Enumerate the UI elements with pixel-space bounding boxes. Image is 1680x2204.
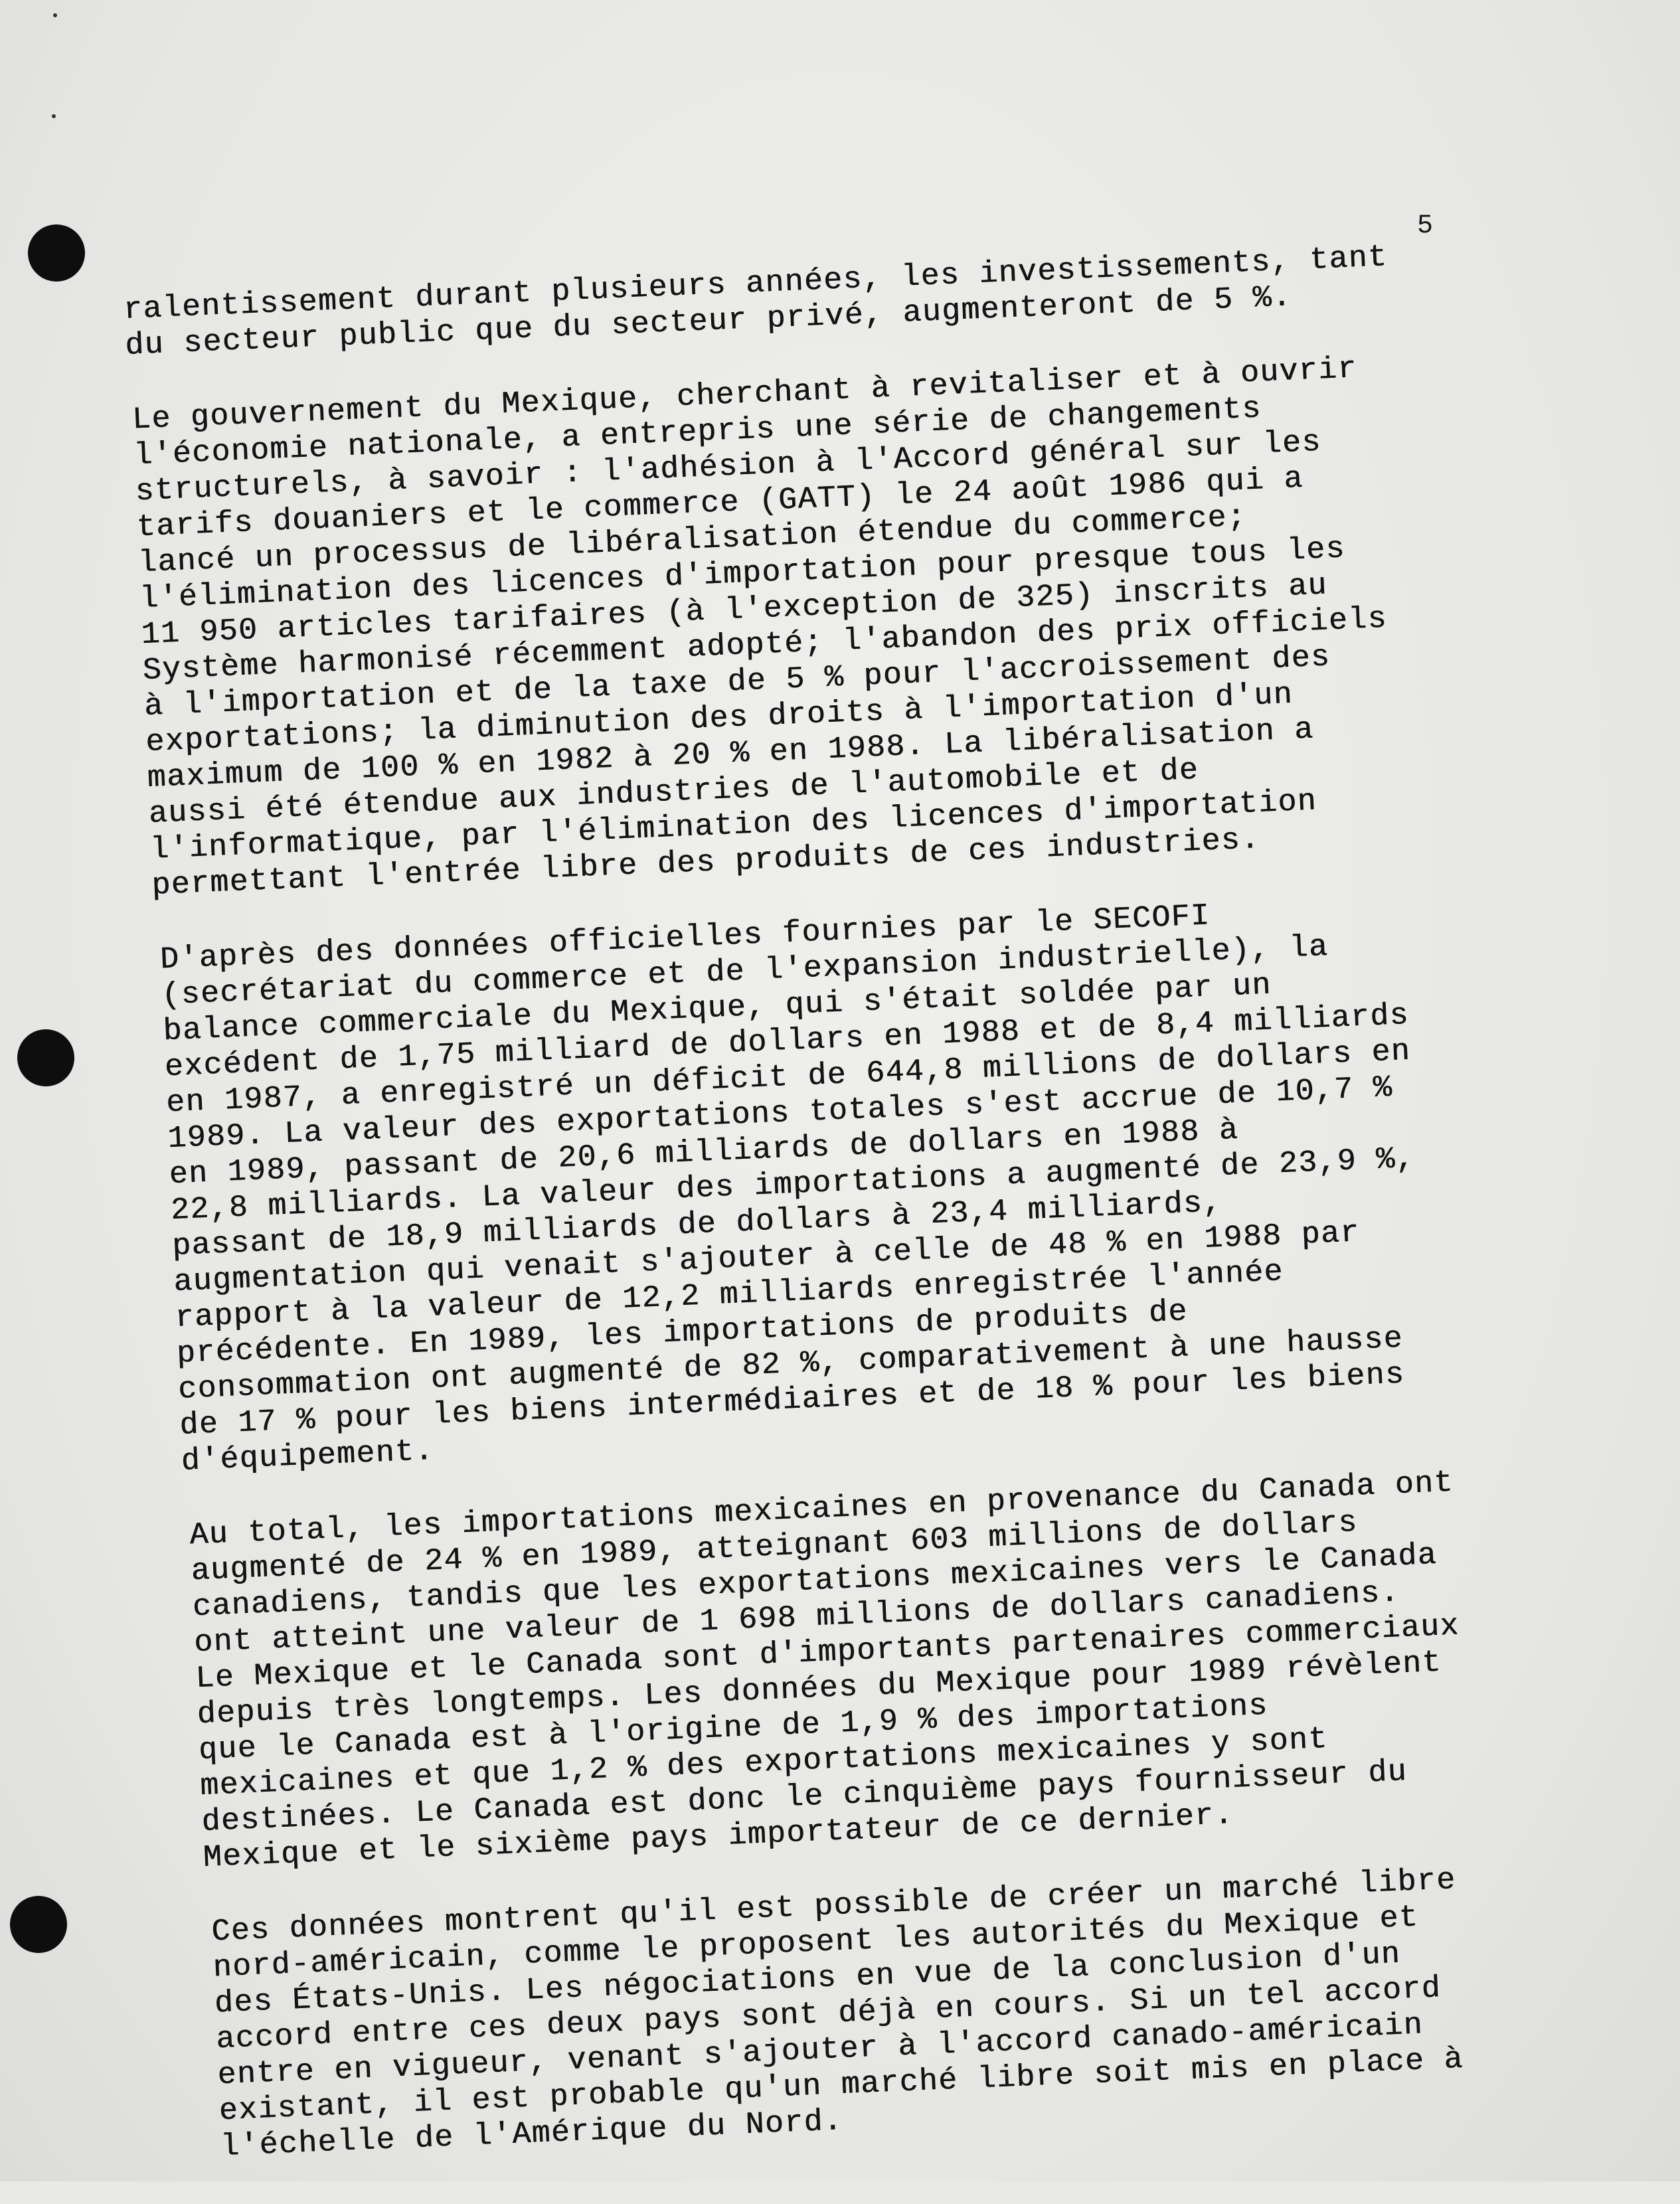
paragraph-canada-trade: Au total, les importations mexicaines en provenance du Canada ont augmenté de 24 % en 1989, atteignant 603 millions de dollars canadiens, tandis que les exportations mexicaines vers le Canada ont atteint une valeur de 1 698 millions de dollars canadiens. Le Mexique et le Canada sont d'importants partenaires commerciaux depuis très longtemps. Les données du Mexique pour 1989 révèlent que le Canada est à l'origine de 1,9 % des importations mexicaines et que 1,2 % des exportations mexicaines y sont destinées. Le Canada est donc le cinquième pays fournisseur du Mexique et le sixième pays importateur de ce dernier. <box>189 1464 1460 1875</box>
paragraph-investment: ralentissement durant plusieurs années, les investissements, tant du secteur public que du secteur privé, augmenteront de 5 %. <box>123 239 1388 363</box>
punch-hole-middle <box>17 1029 74 1086</box>
scan-speck <box>53 13 57 17</box>
paragraph-free-market: Ces données montrent qu'il est possible de créer un marché libre nord-américain, comme le proposent les autorités du Mexique et des États-Unis. Les négociations en vue de la conclusion d'un accord entre ces deux pays sont déjà en cours. Si un tel accord entre en vigueur, venant s'ajouter à l'accord canado-américain existant, il est probable qu'un marché libre soit mis en place à l'échelle de l'Amérique du Nord. <box>210 1862 1464 2165</box>
page-number: 5 <box>1417 211 1435 241</box>
punch-hole-top <box>28 224 85 282</box>
paragraph-liberalization: Le gouvernement du Mexique, cherchant à revitaliser et à ouvrir l'économie nationale, a entrepris une série de changements structurels, à savoir : l'adhésion à l'Accord général sur les tarifs douaniers et le commerce (GATT) le 24 août 1986 qui a lancé un processus de libéralisation étendue du commerce; l'élimination des licences d'importation pour presque tous les 11 950 articles tarifaires (à l'exception de 325) inscrits au Système harmonisé récemment adopté; l'abandon des prix officiels à l'importation et de la taxe de 5 % pour l'accroissement des exportations; la diminution des droits à l'importation d'un maximum de 100 % en 1982 à 20 % en 1988. La libéralisation a aussi été étendue aux industries de l'automobile et de l'informatique, par l'élimination des licences d'importation permettant l'entrée libre des produits de ces industries. <box>131 351 1388 903</box>
punch-hole-bottom <box>10 1896 67 1953</box>
paragraph-trade-balance: D'après des données officielles fournies par le SECOFI (secrétariat du commerce et de l'expansion industrielle), la balance commerciale du Mexique, qui s'était soldée par un excédent de 1,75 milliard de dollars en 1988 et de 8,4 milliards en 1987, a enregistré un déficit de 644,8 millions de dollars en 1989. La valeur des exportations totales s'est accrue de 10,7 % en 1989, passant de 20,6 milliards de dollars en 1988 à 22,8 milliards. La valeur des importations a augmenté de 23,9 %, passant de 18,9 milliards de dollars à 23,4 milliards, augmentation qui venait s'ajouter à celle de 48 % en 1988 par rapport à la valeur de 12,2 milliards enregistrée l'année précédente. En 1989, les importations de produits de consommation ont augmenté de 82 %, comparativement à une hausse de 17 % pour les biens intermédiaires et de 18 % pour les biens d'équipement. <box>159 898 1416 1479</box>
body-text <box>123 232 1630 2204</box>
scan-speck <box>52 114 56 118</box>
